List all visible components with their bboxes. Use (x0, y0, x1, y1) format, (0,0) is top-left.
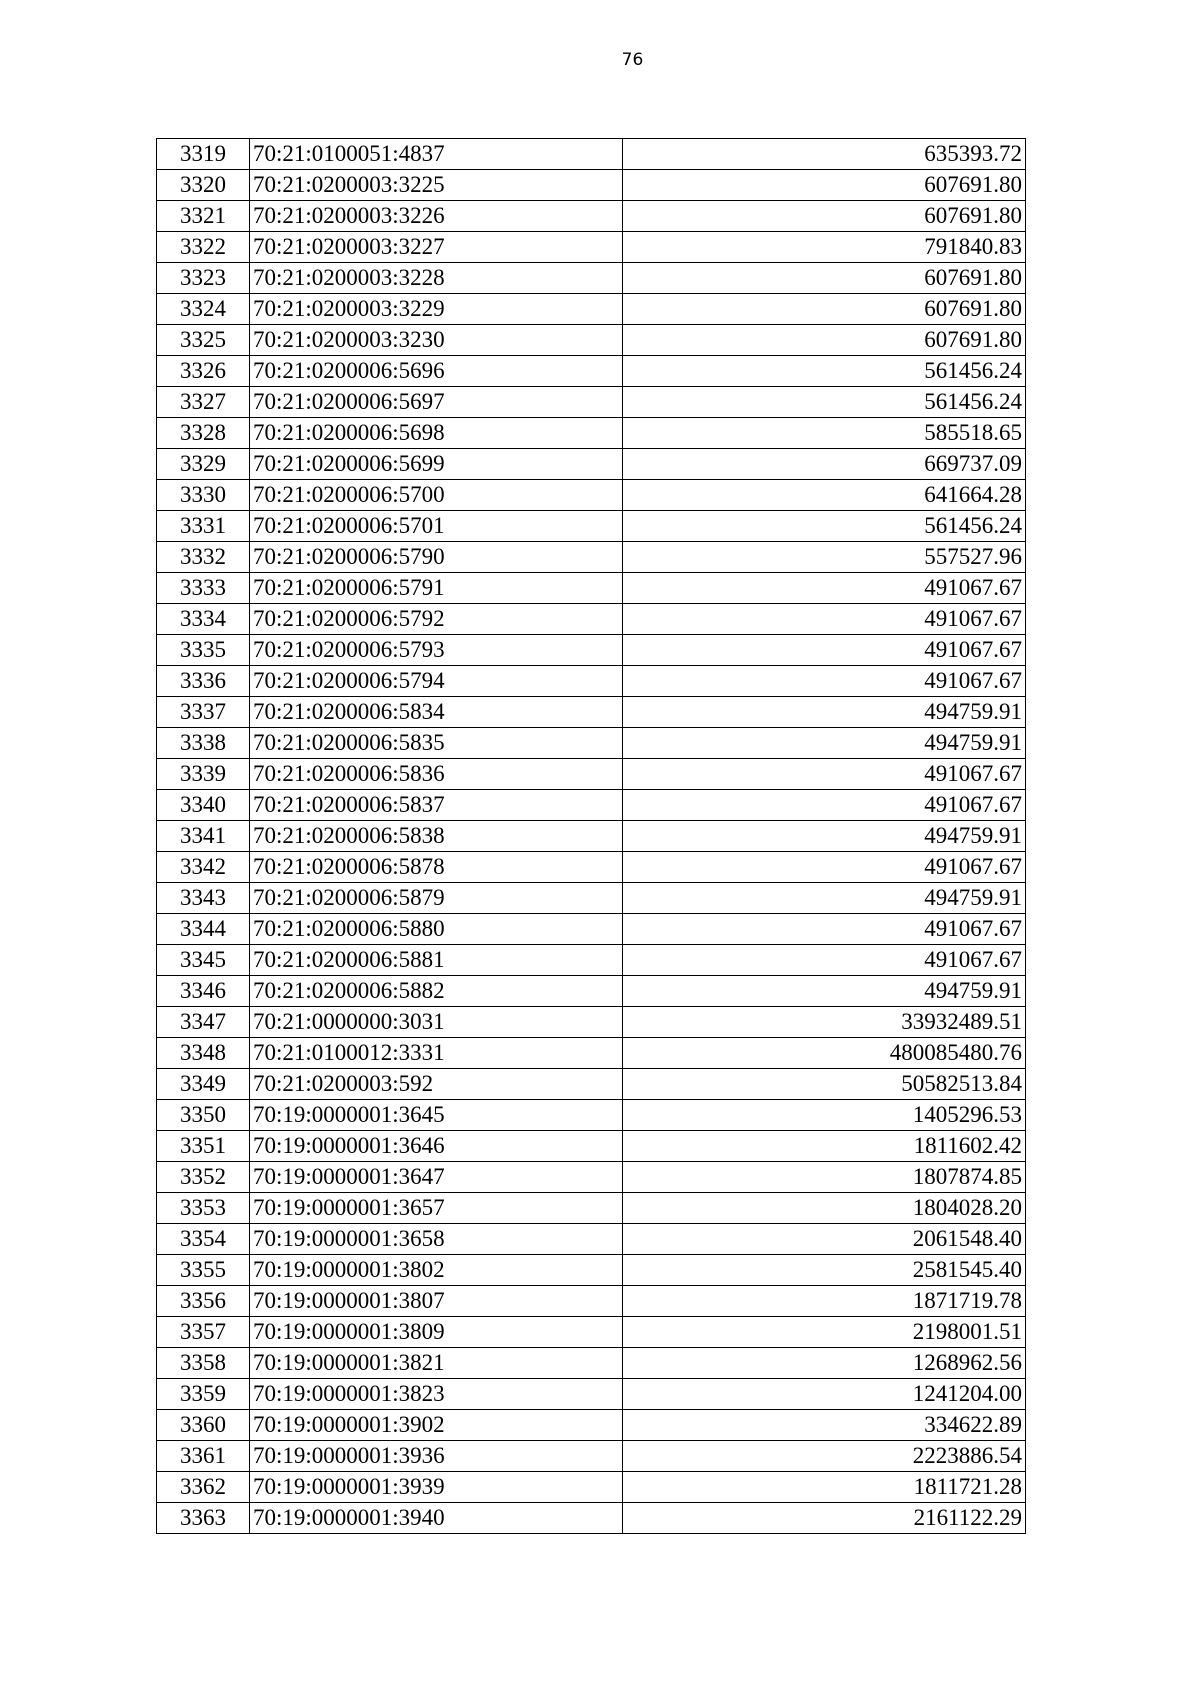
row-number-cell: 3332 (157, 542, 250, 573)
row-number-cell: 3337 (157, 697, 250, 728)
cadastral-number-cell: 70:21:0200006:5836 (250, 759, 623, 790)
cadastral-number-cell: 70:21:0100051:4837 (250, 139, 623, 170)
table-row (157, 1472, 1026, 1503)
row-number-cell: 3360 (157, 1410, 250, 1441)
cadastral-number-cell: 70:21:0100012:3331 (250, 1038, 623, 1069)
table-row (157, 759, 1026, 790)
cadastral-value-cell: 2223886.54 (623, 1441, 1026, 1472)
row-number-cell: 3361 (157, 1441, 250, 1472)
table-row (157, 1379, 1026, 1410)
table-row (157, 790, 1026, 821)
cadastral-number-cell: 70:21:0200003:592 (250, 1069, 623, 1100)
cadastral-value-cell: 607691.80 (623, 294, 1026, 325)
cadastral-number-cell: 70:21:0200003:3225 (250, 170, 623, 201)
cadastral-value-cell: 607691.80 (623, 201, 1026, 232)
table-row (157, 1007, 1026, 1038)
cadastral-value-cell: 50582513.84 (623, 1069, 1026, 1100)
cadastral-number-cell: 70:19:0000001:3802 (250, 1255, 623, 1286)
cadastral-number-cell: 70:21:0200006:5838 (250, 821, 623, 852)
row-number-cell: 3323 (157, 263, 250, 294)
row-number-cell: 3336 (157, 666, 250, 697)
cadastral-value-cell: 1405296.53 (623, 1100, 1026, 1131)
cadastral-value-cell: 480085480.76 (623, 1038, 1026, 1069)
cadastral-value-cell: 33932489.51 (623, 1007, 1026, 1038)
table-row (157, 325, 1026, 356)
row-number-cell: 3324 (157, 294, 250, 325)
cadastral-number-cell: 70:21:0200006:5882 (250, 976, 623, 1007)
cadastral-value-cell: 2581545.40 (623, 1255, 1026, 1286)
cadastral-value-cell: 494759.91 (623, 728, 1026, 759)
row-number-cell: 3320 (157, 170, 250, 201)
cadastral-value-cell: 491067.67 (623, 604, 1026, 635)
table-row (157, 1348, 1026, 1379)
row-number-cell: 3321 (157, 201, 250, 232)
row-number-cell: 3346 (157, 976, 250, 1007)
table-row (157, 635, 1026, 666)
table-row (157, 945, 1026, 976)
row-number-cell: 3344 (157, 914, 250, 945)
table-row (157, 1131, 1026, 1162)
cadastral-number-cell: 70:21:0200006:5837 (250, 790, 623, 821)
cadastral-number-cell: 70:19:0000001:3936 (250, 1441, 623, 1472)
row-number-cell: 3331 (157, 511, 250, 542)
cadastral-value-cell: 1811602.42 (623, 1131, 1026, 1162)
table-row (157, 573, 1026, 604)
row-number-cell: 3319 (157, 139, 250, 170)
cadastral-number-cell: 70:21:0200006:5880 (250, 914, 623, 945)
row-number-cell: 3342 (157, 852, 250, 883)
cadastral-number-cell: 70:21:0200003:3229 (250, 294, 623, 325)
table-row (157, 1503, 1026, 1534)
cadastral-number-cell: 70:21:0200006:5790 (250, 542, 623, 573)
cadastral-value-cell: 494759.91 (623, 697, 1026, 728)
table-row (157, 1410, 1026, 1441)
cadastral-value-cell: 491067.67 (623, 790, 1026, 821)
cadastral-number-cell: 70:21:0200006:5792 (250, 604, 623, 635)
cadastral-value-cell: 334622.89 (623, 1410, 1026, 1441)
cadastral-value-cell: 561456.24 (623, 356, 1026, 387)
cadastral-number-cell: 70:21:0200006:5699 (250, 449, 623, 480)
cadastral-number-cell: 70:19:0000001:3645 (250, 1100, 623, 1131)
table-row (157, 1100, 1026, 1131)
cadastral-value-cell: 491067.67 (623, 945, 1026, 976)
table-row (157, 604, 1026, 635)
table-row (157, 697, 1026, 728)
cadastral-value-cell: 494759.91 (623, 976, 1026, 1007)
cadastral-number-cell: 70:21:0200006:5701 (250, 511, 623, 542)
cadastral-value-cell: 2061548.40 (623, 1224, 1026, 1255)
table-row (157, 1441, 1026, 1472)
cadastral-value-cell: 669737.09 (623, 449, 1026, 480)
cadastral-value-cell: 1871719.78 (623, 1286, 1026, 1317)
row-number-cell: 3357 (157, 1317, 250, 1348)
table-row (157, 170, 1026, 201)
row-number-cell: 3350 (157, 1100, 250, 1131)
cadastral-number-cell: 70:19:0000001:3657 (250, 1193, 623, 1224)
cadastral-number-cell: 70:21:0200006:5696 (250, 356, 623, 387)
row-number-cell: 3358 (157, 1348, 250, 1379)
cadastral-number-cell: 70:19:0000001:3658 (250, 1224, 623, 1255)
table-row (157, 139, 1026, 170)
table-row (157, 263, 1026, 294)
row-number-cell: 3322 (157, 232, 250, 263)
cadastral-value-cell: 491067.67 (623, 852, 1026, 883)
cadastral-number-cell: 70:19:0000001:3902 (250, 1410, 623, 1441)
row-number-cell: 3349 (157, 1069, 250, 1100)
cadastral-value-cell: 491067.67 (623, 914, 1026, 945)
cadastral-number-cell: 70:19:0000001:3821 (250, 1348, 623, 1379)
table-row (157, 294, 1026, 325)
row-number-cell: 3325 (157, 325, 250, 356)
row-number-cell: 3351 (157, 1131, 250, 1162)
cadastral-number-cell: 70:19:0000001:3647 (250, 1162, 623, 1193)
row-number-cell: 3338 (157, 728, 250, 759)
cadastral-number-cell: 70:19:0000001:3940 (250, 1503, 623, 1534)
row-number-cell: 3348 (157, 1038, 250, 1069)
table-row (157, 232, 1026, 263)
row-number-cell: 3352 (157, 1162, 250, 1193)
row-number-cell: 3339 (157, 759, 250, 790)
cadastral-value-cell: 491067.67 (623, 573, 1026, 604)
table-row (157, 728, 1026, 759)
row-number-cell: 3359 (157, 1379, 250, 1410)
cadastral-value-cell: 494759.91 (623, 821, 1026, 852)
cadastral-number-cell: 70:21:0200006:5793 (250, 635, 623, 666)
row-number-cell: 3330 (157, 480, 250, 511)
table-row (157, 914, 1026, 945)
cadastral-value-cell: 607691.80 (623, 263, 1026, 294)
table-row (157, 1286, 1026, 1317)
cadastral-number-cell: 70:19:0000001:3939 (250, 1472, 623, 1503)
table-row (157, 356, 1026, 387)
table-row (157, 449, 1026, 480)
cadastral-value-cell: 1807874.85 (623, 1162, 1026, 1193)
row-number-cell: 3334 (157, 604, 250, 635)
cadastral-value-cell: 1804028.20 (623, 1193, 1026, 1224)
cadastral-value-table (156, 138, 1026, 1534)
cadastral-value-cell: 491067.67 (623, 635, 1026, 666)
cadastral-number-cell: 70:21:0200006:5834 (250, 697, 623, 728)
cadastral-value-cell: 2198001.51 (623, 1317, 1026, 1348)
table-row (157, 387, 1026, 418)
table-row (157, 852, 1026, 883)
cadastral-value-cell: 607691.80 (623, 170, 1026, 201)
cadastral-value-cell: 1241204.00 (623, 1379, 1026, 1410)
row-number-cell: 3335 (157, 635, 250, 666)
cadastral-number-cell: 70:19:0000001:3809 (250, 1317, 623, 1348)
cadastral-value-cell: 791840.83 (623, 232, 1026, 263)
row-number-cell: 3363 (157, 1503, 250, 1534)
table-row (157, 511, 1026, 542)
cadastral-value-cell: 1268962.56 (623, 1348, 1026, 1379)
cadastral-value-cell: 2161122.29 (623, 1503, 1026, 1534)
cadastral-value-cell: 561456.24 (623, 387, 1026, 418)
row-number-cell: 3362 (157, 1472, 250, 1503)
cadastral-number-cell: 70:21:0200006:5881 (250, 945, 623, 976)
cadastral-number-cell: 70:21:0200006:5791 (250, 573, 623, 604)
row-number-cell: 3353 (157, 1193, 250, 1224)
cadastral-value-cell: 557527.96 (623, 542, 1026, 573)
cadastral-number-cell: 70:21:0000000:3031 (250, 1007, 623, 1038)
table-row (157, 1224, 1026, 1255)
row-number-cell: 3329 (157, 449, 250, 480)
cadastral-number-cell: 70:21:0200006:5794 (250, 666, 623, 697)
table-row (157, 1193, 1026, 1224)
row-number-cell: 3326 (157, 356, 250, 387)
row-number-cell: 3340 (157, 790, 250, 821)
cadastral-number-cell: 70:19:0000001:3646 (250, 1131, 623, 1162)
cadastral-value-cell: 635393.72 (623, 139, 1026, 170)
cadastral-number-cell: 70:21:0200003:3228 (250, 263, 623, 294)
table-row (157, 1038, 1026, 1069)
cadastral-number-cell: 70:21:0200003:3227 (250, 232, 623, 263)
row-number-cell: 3328 (157, 418, 250, 449)
table-row (157, 542, 1026, 573)
page-number: 76 (621, 50, 644, 70)
table-row (157, 1069, 1026, 1100)
cadastral-number-cell: 70:19:0000001:3807 (250, 1286, 623, 1317)
cadastral-number-cell: 70:21:0200006:5700 (250, 480, 623, 511)
table-row (157, 976, 1026, 1007)
cadastral-value-cell: 561456.24 (623, 511, 1026, 542)
cadastral-value-cell: 491067.67 (623, 759, 1026, 790)
row-number-cell: 3356 (157, 1286, 250, 1317)
row-number-cell: 3347 (157, 1007, 250, 1038)
cadastral-number-cell: 70:21:0200003:3226 (250, 201, 623, 232)
cadastral-value-cell: 491067.67 (623, 666, 1026, 697)
cadastral-number-cell: 70:21:0200006:5878 (250, 852, 623, 883)
cadastral-value-cell: 494759.91 (623, 883, 1026, 914)
table-row (157, 666, 1026, 697)
table-row (157, 1162, 1026, 1193)
row-number-cell: 3354 (157, 1224, 250, 1255)
cadastral-number-cell: 70:21:0200006:5879 (250, 883, 623, 914)
table-row (157, 480, 1026, 511)
cadastral-value-cell: 585518.65 (623, 418, 1026, 449)
row-number-cell: 3341 (157, 821, 250, 852)
table-row (157, 821, 1026, 852)
row-number-cell: 3355 (157, 1255, 250, 1286)
row-number-cell: 3327 (157, 387, 250, 418)
cadastral-value-cell: 641664.28 (623, 480, 1026, 511)
cadastral-value-cell: 607691.80 (623, 325, 1026, 356)
cadastral-number-cell: 70:21:0200006:5835 (250, 728, 623, 759)
table-row (157, 883, 1026, 914)
row-number-cell: 3345 (157, 945, 250, 976)
row-number-cell: 3333 (157, 573, 250, 604)
row-number-cell: 3343 (157, 883, 250, 914)
table-row (157, 418, 1026, 449)
table-row (157, 1255, 1026, 1286)
cadastral-number-cell: 70:19:0000001:3823 (250, 1379, 623, 1410)
table-row (157, 201, 1026, 232)
cadastral-value-cell: 1811721.28 (623, 1472, 1026, 1503)
cadastral-number-cell: 70:21:0200003:3230 (250, 325, 623, 356)
cadastral-number-cell: 70:21:0200006:5697 (250, 387, 623, 418)
cadastral-number-cell: 70:21:0200006:5698 (250, 418, 623, 449)
table-row (157, 1317, 1026, 1348)
table-body (157, 139, 1026, 1534)
